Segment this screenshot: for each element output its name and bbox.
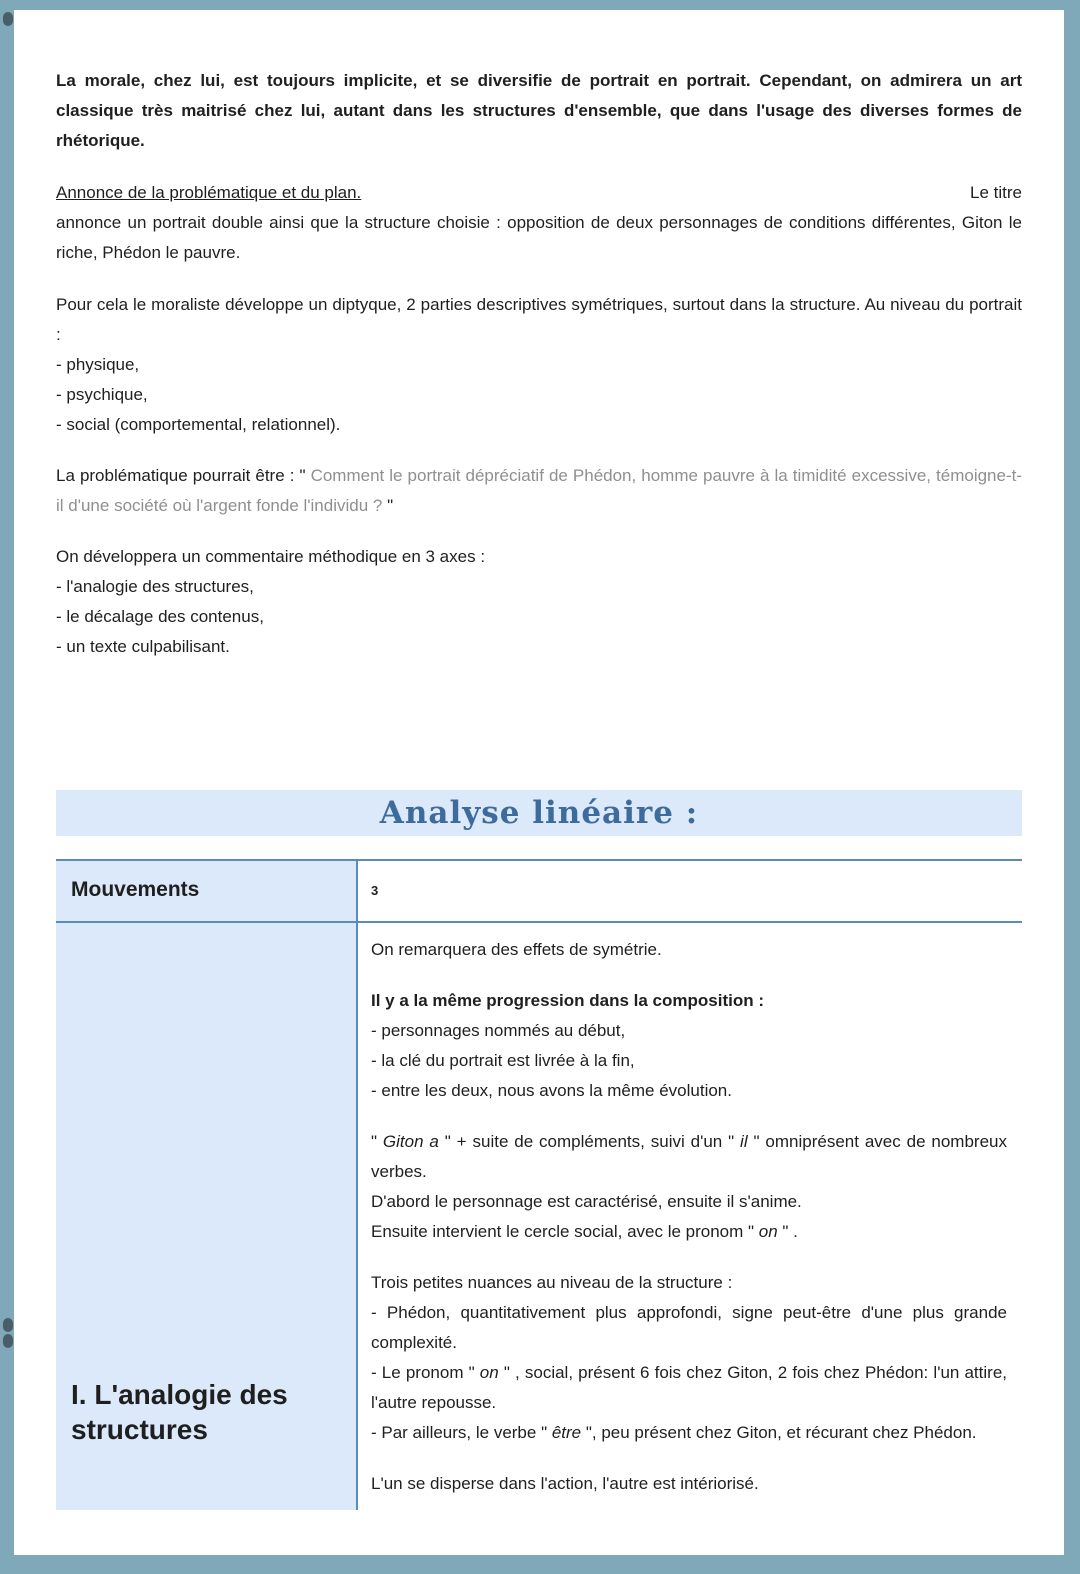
text-run: " , social, présent 6 fois chez Giton, 2 fois chez Phédon: l'un attire, l'autre repousse. (371, 1363, 1007, 1412)
binder-hole-middle (3, 1318, 13, 1332)
text-run: - Par ailleurs, le verbe " (371, 1423, 552, 1442)
annonce-heading-row (56, 178, 1022, 208)
table-body-text (371, 935, 1007, 1499)
text-run-on: on (758, 1222, 778, 1241)
analyse-table (56, 859, 1022, 1510)
giton-paragraph (371, 1127, 1007, 1187)
list-item: - le décalage des contenus, (56, 607, 264, 626)
text-run: " + suite de compléments, suivi d'un " (438, 1132, 741, 1151)
list-item: - entre les deux, nous avons la même évolution. (371, 1081, 732, 1100)
text-run: " omniprésent avec de nombreux verbes. (371, 1132, 1007, 1181)
annonce-le-titre: Le titre (970, 183, 1022, 202)
cercle-social-line (371, 1217, 1007, 1247)
section-heading (71, 1377, 288, 1447)
text-run-giton: Giton a (382, 1132, 439, 1151)
list-item: - social (comportemental, relationnel). (56, 415, 341, 434)
text-run-il: il (740, 1132, 748, 1151)
problematique-close: " (382, 496, 394, 515)
diptyque-text: Pour cela le moraliste développe un diptyque, 2 parties descriptives symétriques, surtout dans la structure. Au niveau du portrait : (56, 295, 1022, 344)
list-item: - l'analogie des structures, (56, 577, 254, 596)
text-run-on: on (479, 1363, 499, 1382)
list-item (371, 1418, 1007, 1448)
table-top-border (56, 859, 1022, 861)
document-page (14, 10, 1064, 1555)
section-heading-line1: I. L'analogie des (71, 1379, 288, 1410)
mouvements-label: Mouvements (71, 878, 200, 901)
section-heading-line2: structures (71, 1414, 208, 1445)
text-run: " . (777, 1222, 798, 1241)
plan-block (56, 542, 1022, 662)
plan-lead: On développera un commentaire méthodique en 3 axes : (56, 547, 486, 566)
list-item: - personnages nommés au début, (371, 1021, 626, 1040)
text-run: Ensuite intervient le cercle social, avec le pronom " (371, 1222, 759, 1241)
table-header-border (56, 921, 1022, 923)
list-item: - Phédon, quantitativement plus approfondi, signe peut-être d'une plus grande complexité. (371, 1303, 1007, 1352)
list-item: - psychique, (56, 385, 148, 404)
problematique-paragraph (56, 461, 1022, 521)
annonce-heading: Annonce de la problématique et du plan. (56, 183, 362, 202)
list-item: - un texte culpabilisant. (56, 637, 230, 656)
progression-heading: Il y a la même progression dans la composition : (371, 991, 764, 1010)
annonce-block (56, 178, 1022, 268)
intro-paragraph: La morale, chez lui, est toujours implicite, et se diversifie de portrait en portrait. Cependant, on admirera un art classique très maitrisé chez lui, autant dans les structures d'ensemble, que dans l'usage des diverses formes de rhétorique. (56, 71, 1022, 150)
conclusion-line: L'un se disperse dans l'action, l'autre est intériorisé. (371, 1474, 759, 1493)
analyse-lineaire-title: Analyse linéaire : (56, 790, 1022, 836)
binder-hole-middle-2 (3, 1334, 13, 1348)
text-run: " (371, 1132, 383, 1151)
problematique-lead: La problématique pourrait être : " (56, 466, 306, 485)
symetrie-paragraph: On remarquera des effets de symétrie. (371, 940, 662, 959)
list-item: - la clé du portrait est livrée à la fin, (371, 1051, 635, 1070)
list-item: - physique, (56, 355, 140, 374)
list-item (371, 1358, 1007, 1418)
nuances-lead: Trois petites nuances au niveau de la structure : (371, 1273, 733, 1292)
text-run: - Le pronom " (371, 1363, 480, 1382)
problematique-quote: Comment le portrait dépréciatif de Phédon, homme pauvre à la timidité excessive, témoigne-t-il d'une société où l'argent fonde l'individu ? (56, 466, 1023, 515)
diptyque-block (56, 290, 1022, 440)
table-column-divider (356, 861, 358, 1510)
text-run: ", peu présent chez Giton, et récurant chez Phédon. (581, 1423, 977, 1442)
text-run-etre: être (551, 1423, 582, 1442)
caracterise-line: D'abord le personnage est caractérisé, ensuite il s'anime. (371, 1192, 802, 1211)
binder-hole-top (3, 12, 13, 26)
annonce-text: annonce un portrait double ainsi que la structure choisie : opposition de deux personnages de conditions différentes, Giton le riche, Phédon le pauvre. (56, 213, 1022, 262)
mouvements-value: 3 (371, 883, 379, 898)
